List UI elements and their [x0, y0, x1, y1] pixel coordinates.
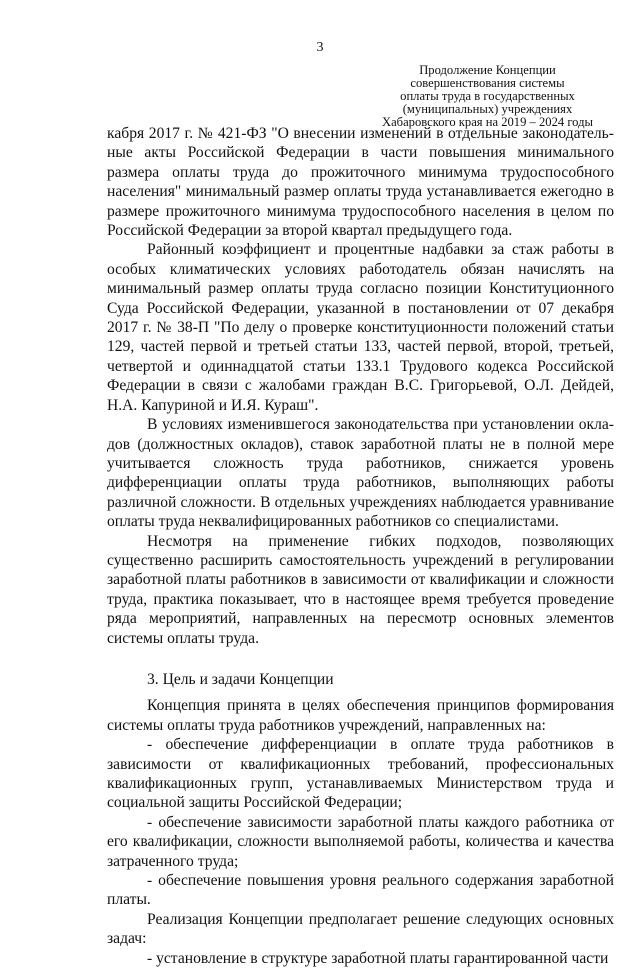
running-header: [380, 64, 595, 129]
section-heading: 3. Цель и задачи Концепции: [147, 670, 334, 688]
running-header-line: оплаты труда в государственных: [400, 89, 575, 103]
list-item-guaranteed-part: - установление в структуре заработной платы гарантированной части: [147, 949, 609, 967]
list-item-differentiation: - обеспечение дифференциации в оплате труда работников в зависимости от квалификационных требований, профессиональных квалификационных групп, устанавливаемых Министерством труда и социальной защиты Российской Федерации;: [107, 736, 614, 812]
list-item-dependence: - обеспечение зависимости заработной платы каждого работника от его квалификации, сложности выполняемой работы, количества и качества затраченного труда;: [107, 813, 614, 870]
list-item-real-wage: - обеспечение повышения уровня реального содержания заработной платы.: [107, 872, 614, 909]
paragraph-flexible-approaches: Несмотря на применение гибких подходов, позволяющих существенно расширить самостоятельность учреждений в регулировании заработной платы работников в зависимости от квалификации и сложности труда, практика показывает, что в настоящее время требуется проведение ряда мероприятий, направленных на пересмотр основных элементов системы оплаты труда.: [107, 532, 614, 647]
paragraph-implementation-tasks: Реализация Концепции предполагает решение следующих основных задач:: [107, 910, 614, 948]
paragraph-changed-legislation: В условиях изменившегося законодательства при установлении окладов (должностных окладов), ставок заработной платы не в полной мере учитывается сложность труда работников, снижается уровень дифференциации оплаты труда работников, выполняющих работы различной сложности. В отдельных учреждениях наблюдается уравнивание оплаты труда неквалифицированных работников со специалистами.: [107, 416, 614, 531]
document-body: [107, 124, 614, 968]
running-header-line: Хабаровского края на 2019 – 2024 годы: [381, 115, 593, 129]
paragraph-regional-coefficient: Районный коэффициент и процентные надбавки за стаж работы в особых климатических условиях работодатель обязан начислять на минимальный размер оплаты труда согласно позиции Конституционного Суда Российской Федерации, указанной в постановлении от 07 декабря 2017 г. № 38-П "По делу о проверке конституционности положений статьи 129, частей первой и третьей статьи 133, частей первой, второй, третьей, четвертой и одиннадцатой статьи 133.1 Трудового кодекса Российской Федерации в связи с жалобами граждан В.С. Григорьевой, О.Л. Дейдей, Н.А. Капуриной и И.Я. Кураш".: [107, 241, 614, 414]
running-header-line: Продолжение Концепции: [419, 63, 556, 77]
running-header-line: (муниципальных) учреждениях: [402, 102, 573, 116]
running-header-line: совершенствования системы: [410, 76, 565, 90]
page-number: 3: [316, 40, 324, 55]
paragraph-concept-purpose: Концепция принята в целях обеспечения принципов формирования системы оплаты труда работников учреждений, направленных на:: [107, 697, 614, 734]
continued-paragraph: кабря 2017 г. № 421-ФЗ "О внесении изменений в отдельные законодательные акты Российской Федерации в части повышения минимального размера оплаты труда до прожиточного минимума трудоспособного населения" минимальный размер оплаты труда устанавливается ежегодно в размере прожиточного минимума трудоспособного населения в целом по Российской Федерации за второй квартал предыдущего года.: [107, 125, 614, 240]
